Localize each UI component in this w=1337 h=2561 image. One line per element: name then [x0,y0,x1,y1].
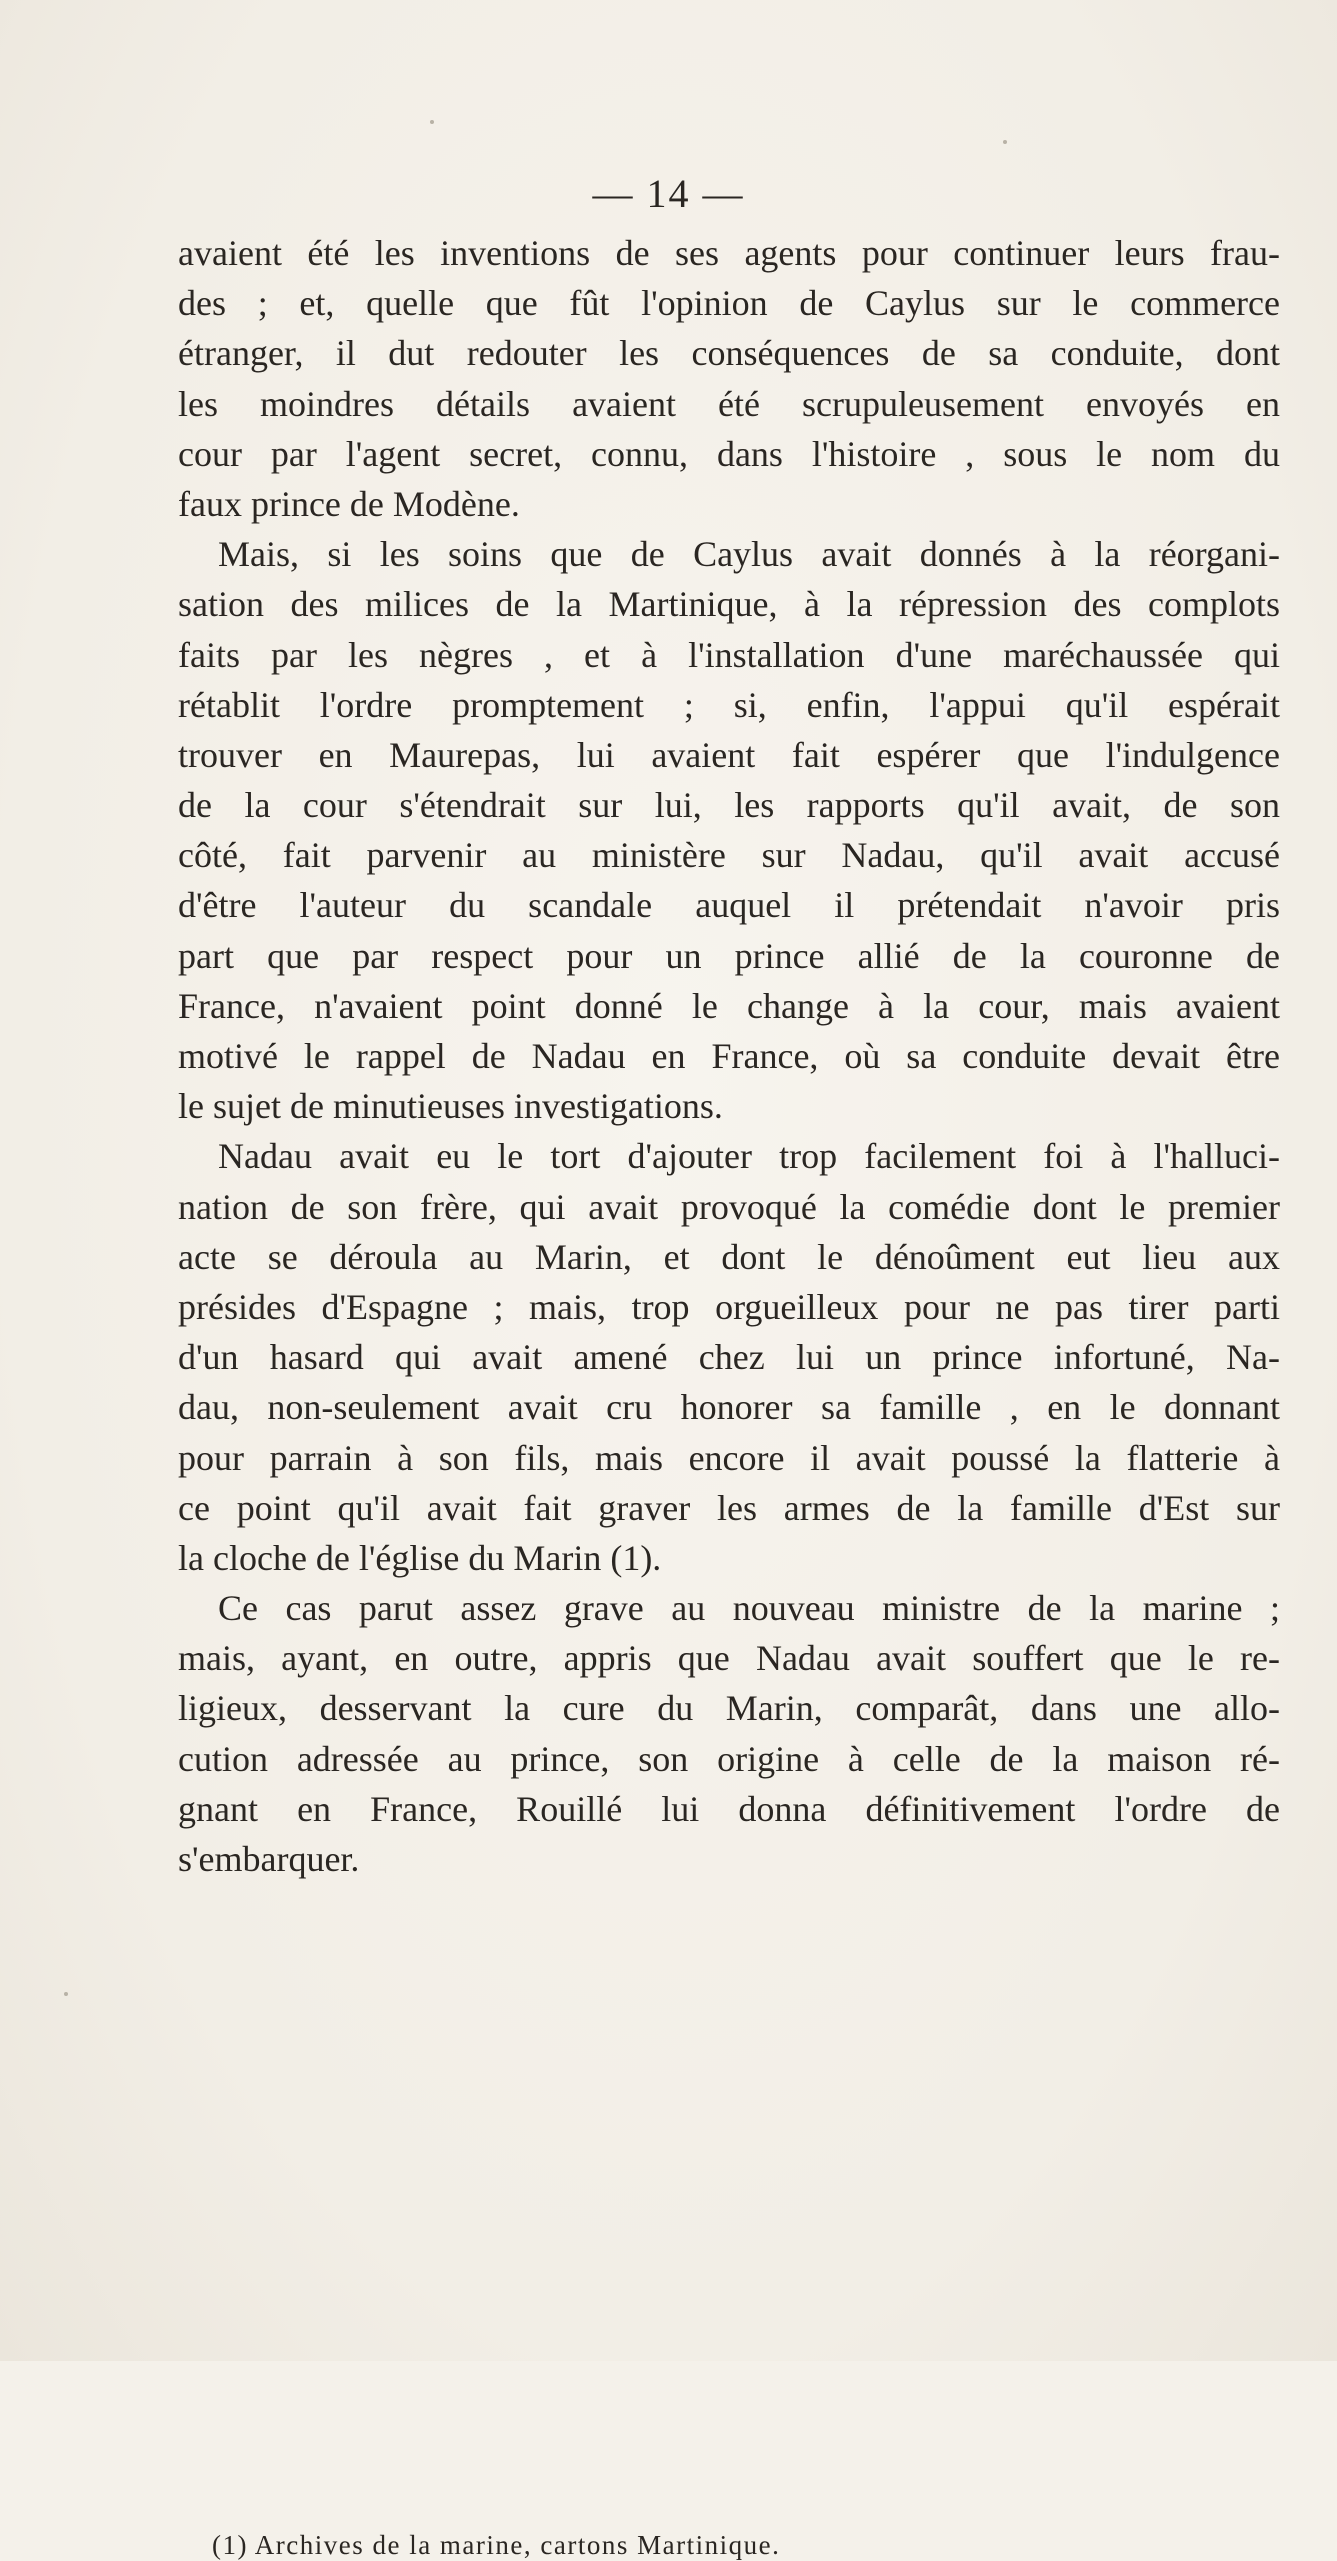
text-line: présides d'Espagne ; mais, trop orgueilleux pour ne pas tirer parti [178,1286,1280,1327]
text-line: d'un hasard qui avait amené chez lui un prince infortuné, Na- [178,1337,1280,1378]
text-line: rétablit l'ordre promptement ; si, enfin, l'appui qu'il espérait [178,684,1280,725]
text-line: sation des milices de la Martinique, à la répression des complots [178,584,1280,625]
text-line: Mais, si les soins que de Caylus avait donnés à la réorgani- [218,534,1280,575]
text-line: de la cour s'étendrait sur lui, les rapports qu'il avait, de son [178,785,1280,826]
paper-speck [1003,140,1007,144]
paper-speck [64,1992,68,1996]
text-line: ligieux, desservant la cure du Marin, comparât, dans une allo- [178,1688,1280,1729]
text-line: faux prince de Modène. [178,483,520,524]
text-line: France, n'avaient point donné le change à la cour, mais avaient [178,985,1280,1026]
text-line: Nadau avait eu le tort d'ajouter trop facilement foi à l'halluci- [218,1136,1280,1177]
paper-speck [430,120,434,124]
page-number: — 14 — [592,171,745,216]
footnote: (1) Archives de la marine, cartons Martinique. [212,2530,781,2560]
text-line: gnant en France, Rouillé lui donna définitivement l'ordre de [178,1788,1280,1829]
text-line: faits par les nègres , et à l'installation d'une maréchaussée qui [178,634,1280,675]
text-line: étranger, il dut redouter les conséquences de sa conduite, dont [178,333,1280,374]
text-line: nation de son frère, qui avait provoqué la comédie dont le premier [178,1186,1280,1227]
text-line: avaient été les inventions de ses agents pour continuer leurs frau- [178,233,1280,273]
text-line: ce point qu'il avait fait graver les armes de la famille d'Est sur [178,1487,1280,1528]
text-line: s'embarquer. [178,1839,360,1879]
text-line: mais, ayant, en outre, appris que Nadau avait souffert que le re- [178,1638,1280,1679]
text-line: part que par respect pour un prince allié de la couronne de [178,935,1280,976]
text-line: la cloche de l'église du Marin (1). [178,1537,662,1578]
text-line: côté, fait parvenir au ministère sur Nadau, qu'il avait accusé [178,835,1280,876]
text-line: d'être l'auteur du scandale auquel il prétendait n'avoir pris [178,885,1280,926]
text-line: pour parrain à son fils, mais encore il avait poussé la flatterie à [178,1437,1280,1478]
body-text [178,228,1280,1884]
text-line: Ce cas parut assez grave au nouveau ministre de la marine ; [218,1588,1280,1629]
text-line: les moindres détails avaient été scrupuleusement envoyés en [178,383,1280,424]
text-line: dau, non-seulement avait cru honorer sa famille , en le donnant [178,1387,1280,1428]
text-line: des ; et, quelle que fût l'opinion de Caylus sur le commerce [178,283,1280,324]
text-line: cution adressée au prince, son origine à celle de la maison ré- [178,1738,1280,1779]
text-line: le sujet de minutieuses investigations. [178,1086,723,1127]
text-line: motivé le rappel de Nadau en France, où sa conduite devait être [178,1036,1280,1076]
text-line: acte se déroula au Marin, et dont le dénoûment eut lieu aux [178,1236,1280,1277]
text-line: cour par l'agent secret, connu, dans l'histoire , sous le nom du [178,433,1280,474]
text-line: trouver en Maurepas, lui avaient fait espérer que l'indulgence [178,734,1280,775]
